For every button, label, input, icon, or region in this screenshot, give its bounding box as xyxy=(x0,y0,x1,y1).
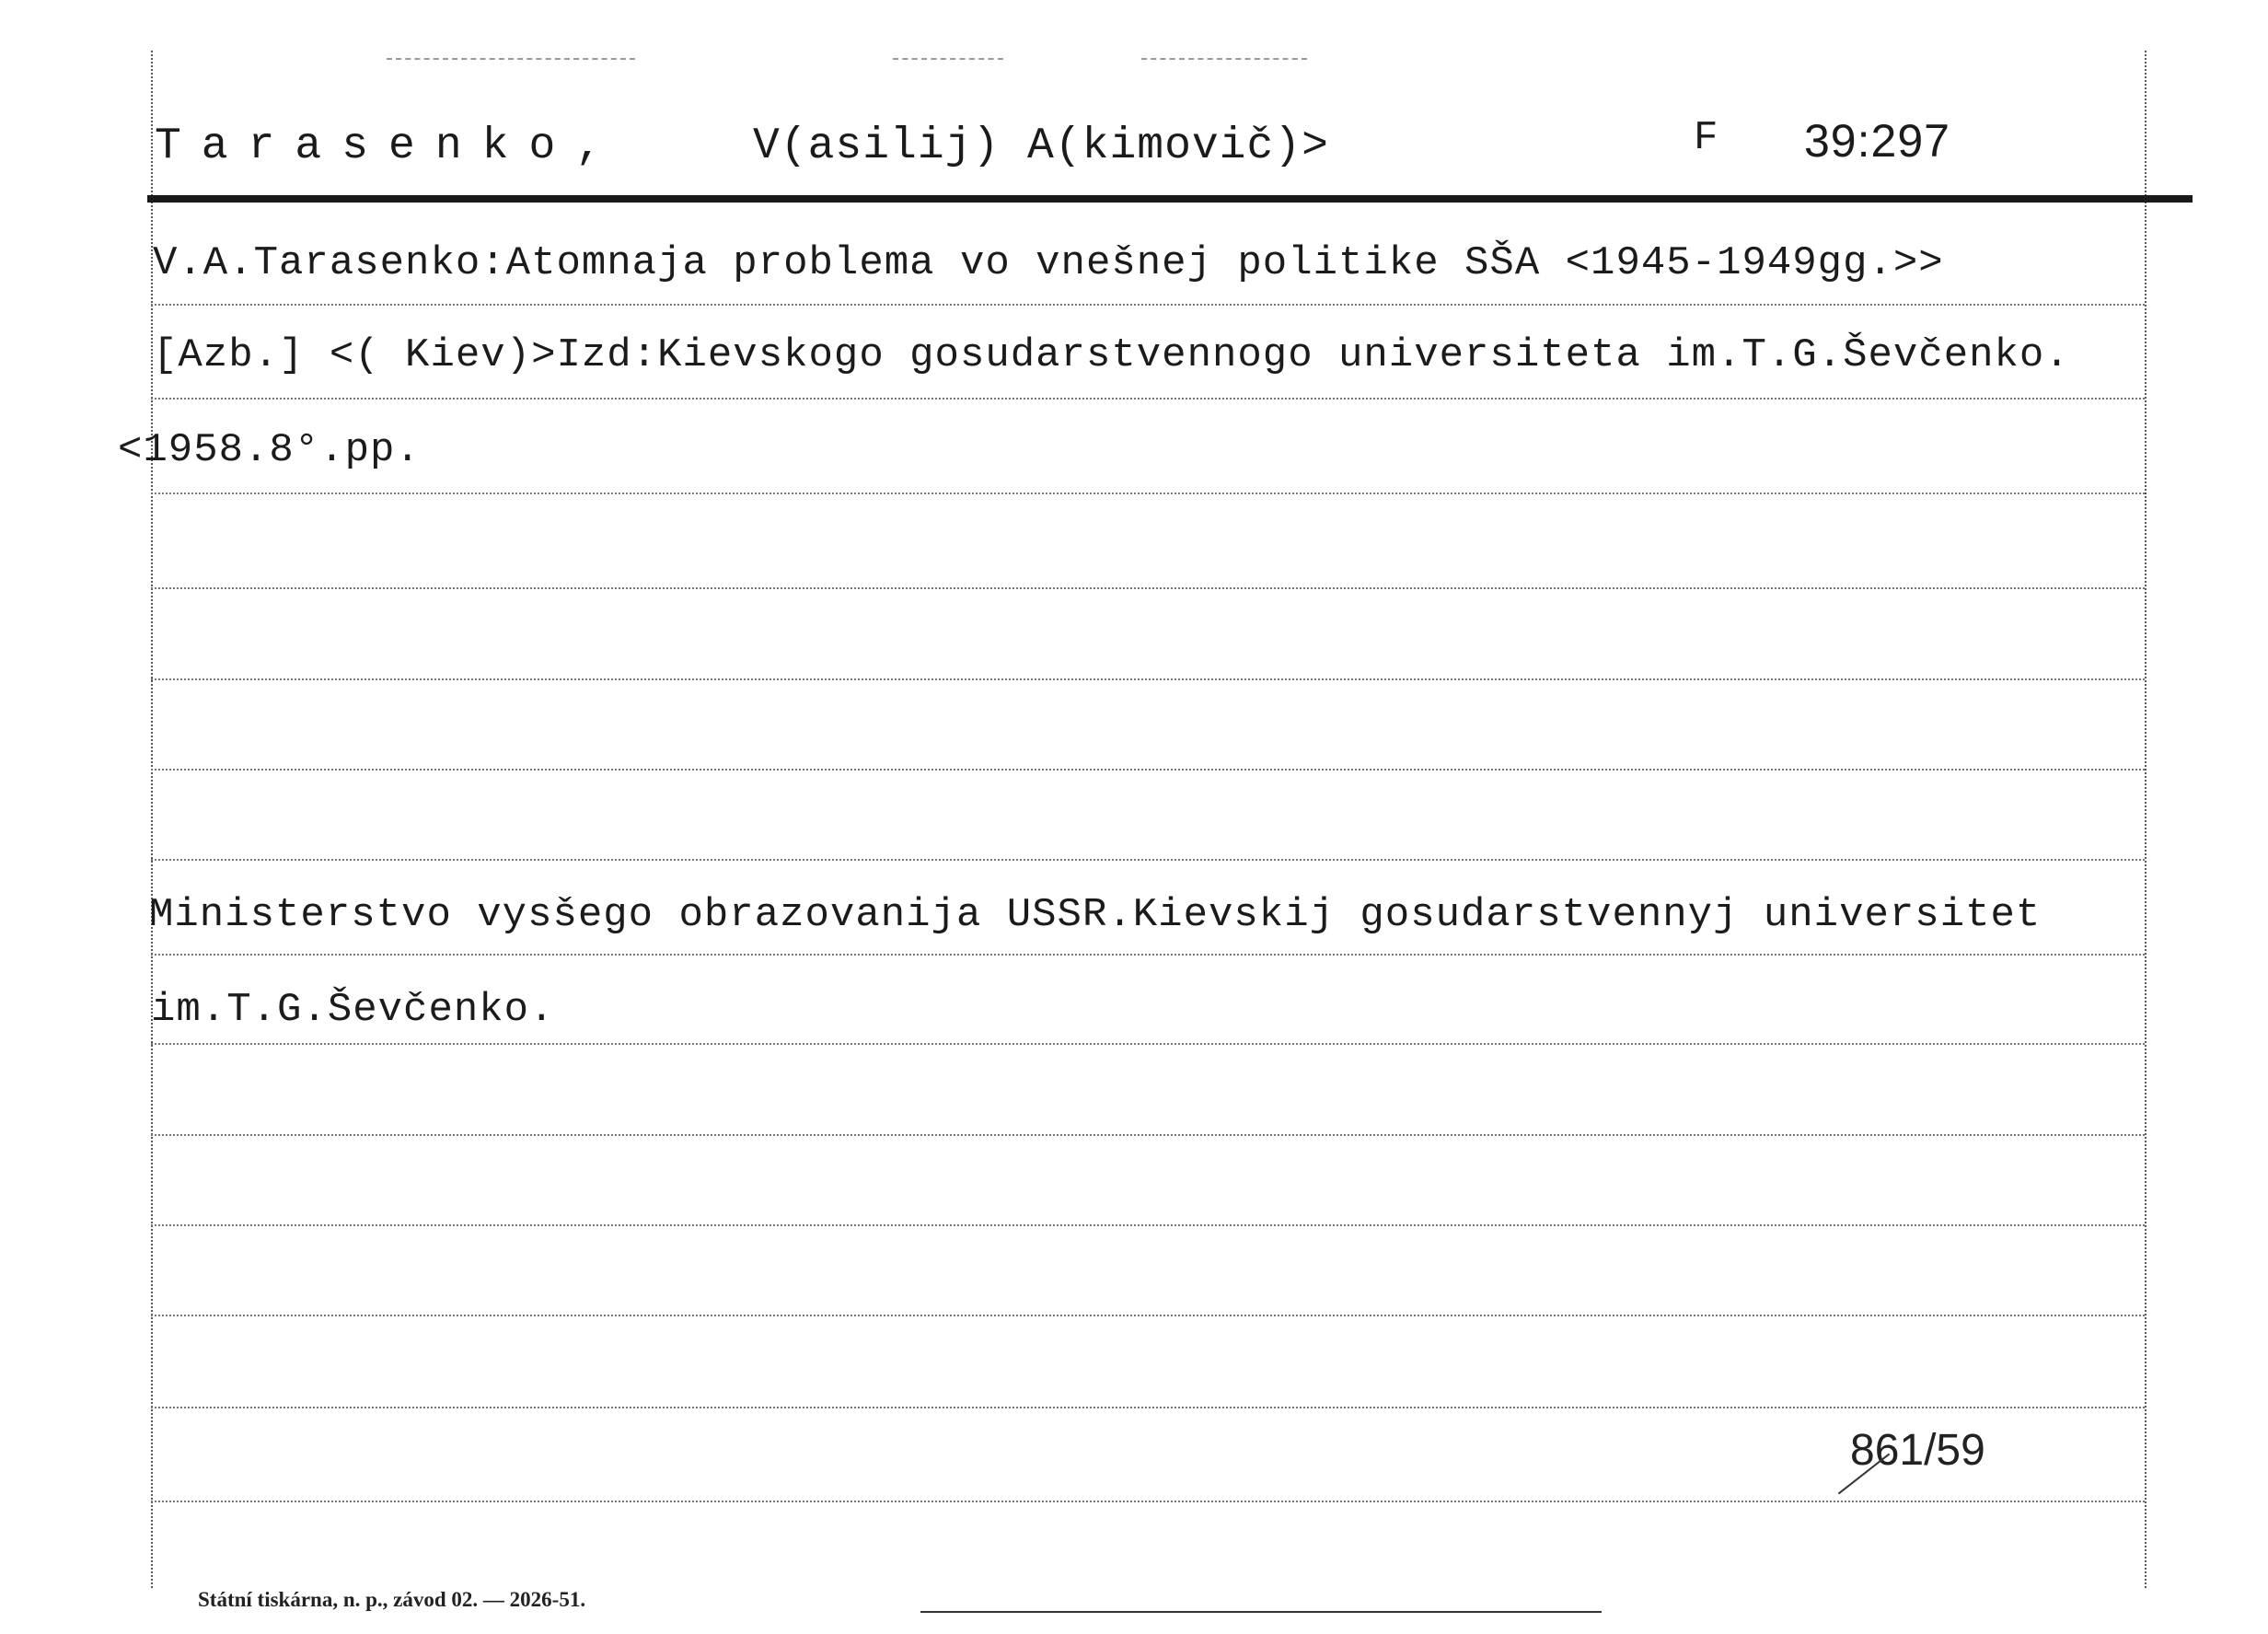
ruled-line xyxy=(151,1501,2145,1502)
ruled-line xyxy=(151,304,2145,306)
ruled-line xyxy=(151,1224,2145,1226)
author-surname: Tarasenko, xyxy=(155,122,623,171)
date-format-line: <1958.8°.pp. xyxy=(118,427,421,473)
author-given-names: V(asilij) A(kimovič)> xyxy=(753,122,1329,171)
right-margin-line xyxy=(2145,51,2146,1588)
ruled-line xyxy=(151,769,2145,771)
ruled-line xyxy=(151,1043,2145,1045)
ruled-line xyxy=(151,954,2145,956)
ruled-line xyxy=(151,398,2145,400)
handwritten-accession-number: 861/59 xyxy=(1850,1426,1985,1475)
ruled-line xyxy=(151,587,2145,589)
ruled-line xyxy=(151,1134,2145,1136)
heading-rule xyxy=(147,195,2193,203)
footer-rule xyxy=(920,1611,1602,1613)
ruled-line xyxy=(151,1315,2145,1316)
publisher-line: Ministerstvo vysšego obrazovanija USSR.Kievskij gosudarstvennyj universitet xyxy=(149,892,2042,938)
call-number: 39:297 xyxy=(1804,115,1950,167)
faint-top-rule xyxy=(387,58,635,60)
ruled-line xyxy=(151,678,2145,680)
fund-letter: F xyxy=(1694,115,1719,161)
faint-top-rule xyxy=(1141,58,1307,60)
ruled-line xyxy=(151,493,2145,494)
faint-top-rule xyxy=(893,58,1003,60)
ruled-line xyxy=(151,1407,2145,1408)
publisher-line-continued: im.T.G.Ševčenko. xyxy=(151,987,555,1033)
printer-imprint: Státní tiskárna, n. p., závod 02. — 2026-51. xyxy=(198,1588,586,1611)
ruled-line xyxy=(151,859,2145,861)
title-line: V.A.Tarasenko:Atomnaja problema vo vnešnej politike SŠA <1945-1949gg.>> xyxy=(153,240,1944,286)
imprint-line: [Azb.] <( Kiev)>Izd:Kievskogo gosudarstvennogo universiteta im.T.G.Ševčenko. xyxy=(153,332,2070,378)
